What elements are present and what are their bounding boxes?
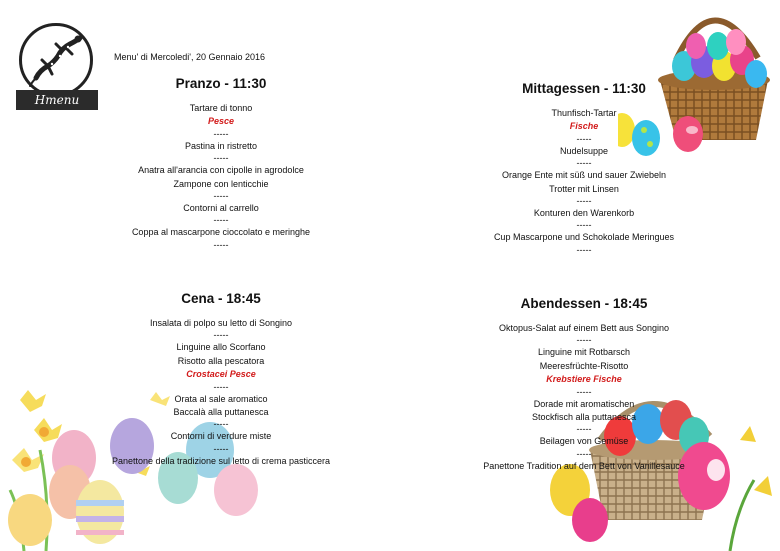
menu-item: Risotto alla pescatora: [177, 355, 265, 366]
menu-item: Trotter mit Linsen: [549, 183, 619, 194]
separator: -----: [576, 220, 592, 231]
separator: -----: [576, 244, 592, 255]
section-heading: Cena - 18:45: [181, 291, 261, 306]
menu-item: Dorade mit aromatischen: [533, 398, 635, 409]
separator: -----: [213, 239, 229, 250]
separator: -----: [576, 335, 592, 346]
logo-label: Hmenu: [16, 90, 98, 110]
separator: -----: [576, 195, 592, 206]
separator: -----: [213, 190, 229, 201]
menu-item: Panettone Tradition auf dem Bett von Vanillesauce: [483, 460, 685, 471]
separator: -----: [213, 128, 229, 139]
menu-items: [36, 317, 406, 468]
menu-item: Tartare di tonno: [189, 103, 253, 113]
abendessen-section: [444, 296, 724, 473]
menu-item: Contorni di verdure miste: [170, 431, 272, 442]
menu-item: Anatra all'arancia con cipolle in agrodolce: [138, 165, 304, 176]
menu-item: Linguine mit Rotbarsch: [537, 347, 631, 358]
menu-items: [56, 102, 386, 251]
menu-item: Meeresfrüchte-Risotto: [539, 360, 629, 371]
allergen-note: Krebstiere Fische: [546, 374, 622, 385]
section-heading: Mittagessen - 11:30: [522, 81, 646, 96]
menu-item: Nudelsuppe: [559, 145, 609, 156]
separator: -----: [576, 133, 592, 144]
menu-date: Menu' di Mercoledi', 20 Gennaio 2016: [114, 52, 266, 62]
menu-item: Thunfisch-Tartar: [551, 108, 617, 118]
separator: -----: [576, 448, 592, 459]
menu-item: Orata al sale aromatico: [174, 393, 268, 404]
separator: -----: [213, 381, 229, 392]
separator: -----: [213, 153, 229, 164]
mittagessen-section: [444, 81, 724, 256]
menu-item: Cup Mascarpone und Schokolade Meringues: [493, 232, 675, 243]
menu-item: Stockfisch alla puttanesca: [531, 411, 637, 422]
separator: -----: [213, 443, 229, 454]
separator: -----: [576, 386, 592, 397]
menu-item: Panettone della tradizione sul letto di crema pasticcera: [111, 455, 331, 466]
separator: -----: [213, 419, 229, 430]
menu-item: Baccalà alla puttanesca: [173, 406, 269, 417]
separator: -----: [213, 215, 229, 226]
menu-item: Orange Ente mit süß und sauer Zwiebeln: [501, 170, 667, 181]
menu-item: Insalata di polpo su letto di Songino: [149, 318, 293, 328]
menu-item: Pastina in ristretto: [184, 140, 258, 151]
separator: -----: [576, 424, 592, 435]
menu-item: Coppa al mascarpone cioccolato e meringhe: [131, 227, 311, 238]
menu-item: Beilagen von Gemüse: [539, 436, 629, 447]
menu-item: Linguine allo Scorfano: [176, 342, 266, 353]
section-heading: Pranzo - 11:30: [175, 76, 267, 91]
menu-items: [444, 322, 724, 473]
menu-items: [444, 107, 724, 256]
allergen-note: Fische: [569, 121, 599, 132]
allergen-note: Crostacei Pesce: [186, 369, 256, 380]
menu-item: Oktopus-Salat auf einem Bett aus Songino: [498, 323, 670, 333]
menu-item: Zampone con lenticchie: [173, 178, 269, 189]
separator: -----: [213, 330, 229, 341]
pranzo-section: [56, 76, 386, 251]
menu-item: Contorni al carrello: [183, 202, 259, 213]
cena-section: [36, 291, 406, 468]
allergen-note: Pesce: [207, 116, 235, 127]
menu-item: Konturen den Warenkorb: [533, 207, 635, 218]
separator: -----: [576, 158, 592, 169]
section-heading: Abendessen - 18:45: [520, 296, 648, 311]
